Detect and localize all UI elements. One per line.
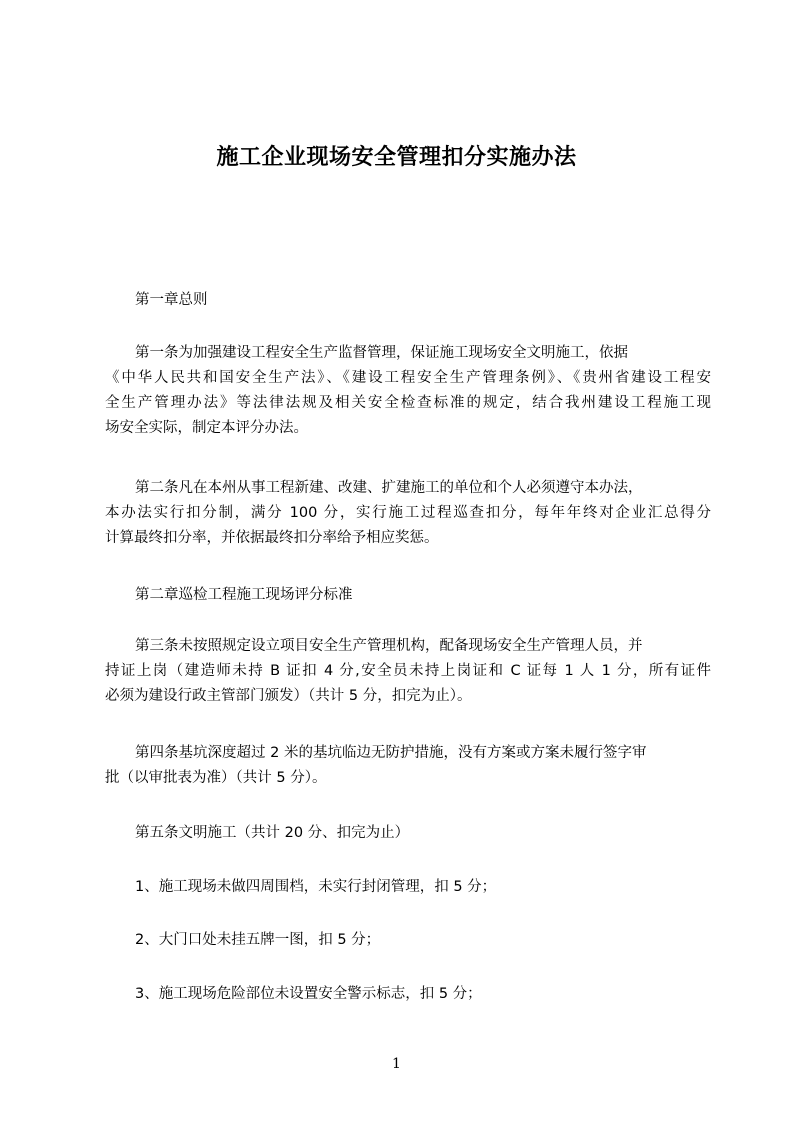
article-1-line-3: 全生产管理办法》等法律法规及相关安全检查标准的规定，结合我州建设工程施工现 (105, 395, 711, 411)
article-2 (105, 476, 711, 551)
list-item-1: 1、施工现场未做四周围档，未实行封闭管理，扣 5 分； (135, 879, 497, 895)
article-3 (105, 634, 711, 709)
article-4-line-2: 批（以审批表为准）（共计 5 分）。 (105, 770, 327, 786)
document-title: 施工企业现场安全管理扣分实施办法 (216, 145, 577, 170)
article-3-line-1: 第三条未按照规定设立项目安全生产管理机构，配备现场安全生产管理人员，并 (135, 638, 643, 654)
article-1 (105, 341, 711, 441)
page-number: 1 (392, 1056, 401, 1072)
list-item-2: 2、大门口处未挂五牌一图，扣 5 分； (135, 932, 381, 948)
article-1-line-1: 第一条为加强建设工程安全生产监督管理，保证施工现场安全文明施工，依据 (135, 345, 628, 361)
article-2-line-1: 第二条凡在本州从事工程新建、改建、扩建施工的单位和个人必须遵守本办法， (135, 480, 643, 496)
article-1-line-4: 场安全实际，制定本评分办法。 (105, 420, 308, 436)
list-item-3: 3、施工现场危险部位未设置安全警示标志，扣 5 分； (135, 986, 482, 1002)
chapter-2-heading: 第二章巡检工程施工现场评分标准 (135, 587, 353, 603)
article-4-line-1: 第四条基坑深度超过 2 米的基坑临边无防护措施，没有方案或方案未履行签字审 (135, 745, 647, 761)
article-2-line-3: 计算最终扣分率，并依据最终扣分率给予相应奖惩。 (105, 530, 439, 546)
article-2-line-2: 本办法实行扣分制，满分 100 分，实行施工过程巡查扣分，每年年终对企业汇总得分 (105, 505, 711, 521)
article-4 (105, 741, 711, 791)
article-5: 第五条文明施工（共计 20 分、扣完为止） (135, 825, 410, 841)
article-1-line-2: 《中华人民共和国安全生产法》、《建设工程安全生产管理条例》、《贵州省建设工程安 (105, 370, 711, 386)
article-3-line-2: 持证上岗（建造师未持 B 证扣 4 分,安全员未持上岗证和 C 证每 1 人 1 分，所有证件 (105, 663, 711, 679)
article-3-line-3: 必须为建设行政主管部门颁发）（共计 5 分，扣完为止）。 (105, 688, 472, 704)
chapter-1-heading: 第一章总则 (135, 292, 208, 308)
